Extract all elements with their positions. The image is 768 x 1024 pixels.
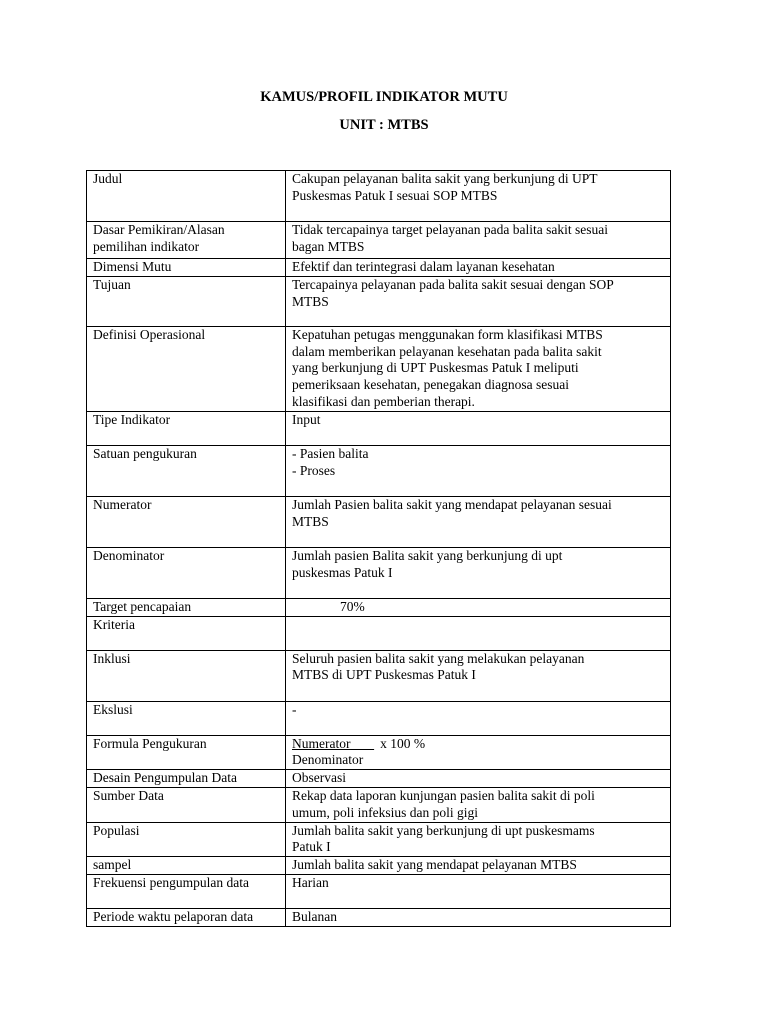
formula-multiplier: x 100 % [380, 735, 426, 751]
label-cell [87, 857, 286, 875]
value-cell [286, 616, 671, 650]
value-text: Jumlah balita sakit yang mendapat pelayanan MTBS [292, 857, 577, 873]
label-cell [87, 222, 286, 259]
table-row-numerator [87, 496, 671, 547]
value-text: MTBS [292, 293, 329, 309]
label-text: Tujuan [93, 276, 131, 292]
label-text: Kriteria [93, 616, 135, 632]
value-cell [286, 908, 671, 926]
table-row-inklusi [87, 650, 671, 701]
value-text: Puskesmas Patuk I sesuai SOP MTBS [292, 187, 498, 203]
table-row-target-pencapaian [87, 598, 671, 616]
label-text: Dimensi Mutu [93, 259, 172, 274]
formula-numerator-line [292, 736, 664, 753]
value-cell [286, 547, 671, 598]
value-text: Bulanan [292, 908, 337, 924]
value-cell [286, 326, 671, 411]
value-text: Seluruh pasien balita sakit yang melakukan pelayanan [292, 650, 585, 666]
label-text: sampel [93, 857, 132, 873]
value-cell [286, 770, 671, 788]
label-text: Denominator [93, 547, 165, 563]
label-cell [87, 496, 286, 547]
label-text: Dasar Pemikiran/Alasan [93, 222, 225, 237]
label-text: Numerator [93, 496, 152, 512]
value-text: umum, poli infeksius dan poli gigi [292, 804, 478, 820]
value-cell [286, 857, 671, 875]
label-cell [87, 171, 286, 222]
value-text: pemeriksaan kesehatan, penegakan diagnosa sesuai [292, 377, 570, 393]
table-row-tipe-indikator [87, 411, 671, 445]
label-cell [87, 787, 286, 822]
table-row-dimensi-mutu [87, 259, 671, 277]
label-cell [87, 411, 286, 445]
label-cell [87, 598, 286, 616]
value-text: puskesmas Patuk I [292, 564, 393, 580]
label-cell [87, 770, 286, 788]
label-text: Sumber Data [93, 787, 164, 803]
value-cell [286, 701, 671, 735]
label-cell [87, 874, 286, 908]
label-text: Inklusi [93, 650, 131, 666]
table-row-dasar-pemikiran [87, 222, 671, 259]
value-text: Cakupan pelayanan balita sakit yang berkunjung di UPT [292, 171, 598, 186]
label-text: Judul [93, 171, 123, 186]
label-cell [87, 445, 286, 496]
table-row-judul [87, 171, 671, 222]
table-row-definisi-operasional [87, 326, 671, 411]
table-row-sumber-data [87, 787, 671, 822]
label-text: pemilihan indikator [93, 238, 200, 254]
value-cell [286, 735, 671, 770]
value-text: dalam memberikan pelayanan kesehatan pada balita sakit [292, 343, 602, 359]
label-cell [87, 326, 286, 411]
table-row-satuan-pengukuran [87, 445, 671, 496]
label-cell [87, 701, 286, 735]
label-text: Tipe Indikator [93, 411, 171, 427]
value-text: Tercapainya pelayanan pada balita sakit sesuai dengan SOP [292, 276, 614, 292]
value-cell [286, 822, 671, 857]
label-text: Target pencapaian [93, 598, 192, 614]
label-text: Periode waktu pelaporan data [93, 908, 254, 924]
value-text: Jumlah pasien Balita sakit yang berkunjung di upt [292, 547, 563, 563]
value-cell [286, 259, 671, 277]
unit-title: UNIT : MTBS [339, 117, 429, 133]
table-row-tujuan [87, 276, 671, 326]
table-row-ekslusi [87, 701, 671, 735]
table-row-formula-pengukuran [87, 735, 671, 770]
value-cell [286, 411, 671, 445]
value-cell [286, 874, 671, 908]
value-text: Rekap data laporan kunjungan pasien balita sakit di poli [292, 787, 595, 803]
value-text: - Pasien balita [292, 445, 369, 461]
label-text: Desain Pengumpulan Data [93, 770, 237, 786]
value-text: Tidak tercapainya target pelayanan pada balita sakit sesuai [292, 222, 609, 237]
label-cell [87, 650, 286, 701]
value-text: MTBS di UPT Puskesmas Patuk I [292, 667, 476, 683]
indicator-table [86, 170, 671, 927]
value-text: klasifikasi dan pemberian therapi. [292, 393, 475, 409]
value-text: Efektif dan terintegrasi dalam layanan kesehatan [292, 259, 555, 274]
value-text: Observasi [292, 770, 346, 786]
document-title: KAMUS/PROFIL INDIKATOR MUTU [260, 89, 508, 105]
value-cell [286, 276, 671, 326]
value-text: Jumlah Pasien balita sakit yang mendapat pelayanan sesuai [292, 496, 612, 512]
value-cell [286, 650, 671, 701]
table-row-populasi [87, 822, 671, 857]
formula-numerator: Numerator [292, 735, 351, 751]
label-cell [87, 908, 286, 926]
value-cell [286, 222, 671, 259]
label-text: Ekslusi [93, 701, 133, 717]
label-cell [87, 822, 286, 857]
value-text: Jumlah balita sakit yang berkunjung di upt puskesmams [292, 822, 595, 838]
value-cell [286, 445, 671, 496]
label-text: Populasi [93, 822, 140, 838]
label-cell [87, 735, 286, 770]
value-text: - [292, 701, 297, 717]
label-cell [87, 259, 286, 277]
value-text: 70% [340, 598, 365, 614]
value-text: Kepatuhan petugas menggunakan form klasifikasi MTBS [292, 326, 603, 342]
value-text: yang berkunjung di UPT Puskesmas Patuk I meliputi [292, 360, 579, 376]
label-text: Satuan pengukuran [93, 445, 197, 461]
value-text: - Proses [292, 462, 336, 478]
table-row-sampel [87, 857, 671, 875]
label-text: Definisi Operasional [93, 326, 206, 342]
label-text: Frekuensi pengumpulan data [93, 874, 249, 890]
value-cell [286, 171, 671, 222]
value-text: MTBS [292, 513, 329, 529]
table-row-periode-waktu [87, 908, 671, 926]
table-row-frekuensi [87, 874, 671, 908]
value-cell [286, 598, 671, 616]
table-row-denominator [87, 547, 671, 598]
value-text: Harian [292, 874, 329, 890]
label-cell [87, 616, 286, 650]
value-text: Patuk I [292, 839, 331, 855]
label-text: Formula Pengukuran [93, 735, 207, 751]
value-cell [286, 787, 671, 822]
table-row-desain-pengumpulan [87, 770, 671, 788]
value-cell [286, 496, 671, 547]
label-cell [87, 547, 286, 598]
table-row-kriteria [87, 616, 671, 650]
label-cell [87, 276, 286, 326]
value-text: Input [292, 411, 321, 427]
value-text: bagan MTBS [292, 238, 365, 254]
formula-denominator: Denominator [292, 752, 364, 768]
